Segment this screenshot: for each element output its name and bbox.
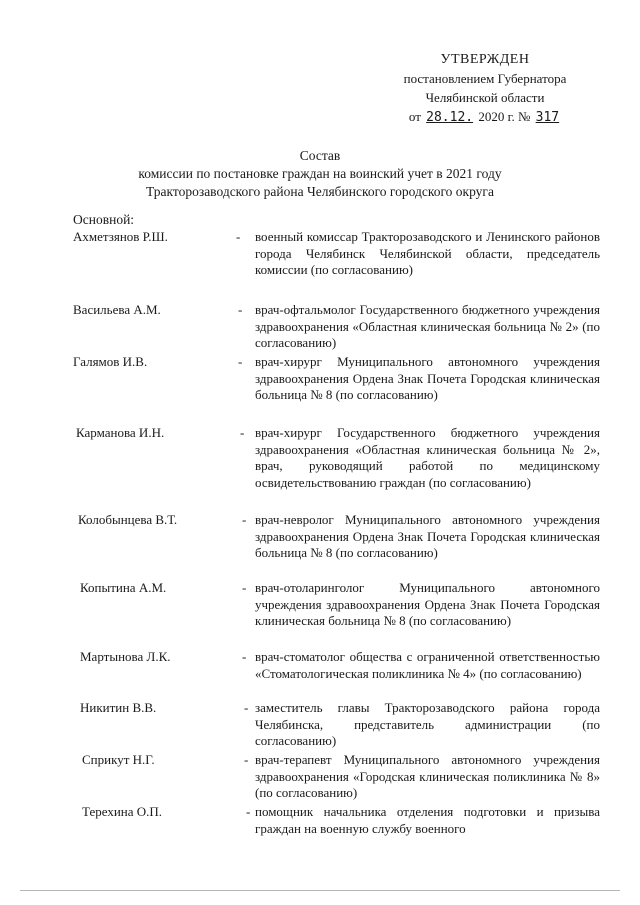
title-line-1: Состав	[299, 148, 341, 163]
member-dash: -	[236, 229, 241, 244]
member-dash: -	[238, 302, 243, 317]
page-bottom-divider	[20, 890, 620, 891]
member-dash: -	[242, 649, 247, 664]
approval-heading: УТВЕРЖДЕН	[440, 52, 530, 67]
approval-from-word: от	[408, 109, 421, 124]
title-line-2: комиссии по постановке граждан на воинский учет в 2021 году	[138, 166, 502, 181]
member-name: Терехина О.П.	[82, 804, 163, 819]
member-role: врач-хирург Государственного бюджетного учреждения здравоохранения «Областная клиническая больница № 2», врач, руководящий работой по медицинскому освидетельствованию граждан (по согласованию)	[255, 425, 600, 490]
member-role: врач-офтальмолог Государственного бюджетного учреждения здравоохранения «Областная клиническая больница № 2» (по согласованию)	[255, 302, 600, 350]
member-name: Мартынова Л.К.	[80, 649, 171, 664]
member-role: врач-стоматолог общества с ограниченной ответственностью «Стоматологическая поликлиника № 4» (по согласованию)	[255, 649, 600, 681]
member-name: Копытина А.М.	[80, 580, 167, 595]
approval-number: 317	[535, 110, 560, 125]
member-dash: -	[244, 752, 249, 767]
member-name: Сприкут Н.Г.	[82, 752, 155, 767]
member-dash: -	[238, 354, 243, 369]
member-name: Карманова И.Н.	[76, 425, 165, 440]
title-line-3: Тракторозаводского района Челябинского городского округа	[146, 184, 494, 199]
member-role: помощник начальника отделения подготовки и призыва граждан на военную службу военного	[255, 804, 600, 836]
approval-line-1: постановлением Губернатора	[403, 71, 567, 86]
member-name: Колобынцева В.Т.	[78, 512, 178, 527]
approval-date-line	[380, 107, 590, 127]
member-dash: -	[242, 580, 247, 595]
member-dash: -	[244, 700, 249, 715]
section-label: Основной:	[73, 212, 135, 227]
member-role: врач-невролог Муниципального автономного учреждения здравоохранения Ордена Знак Почета Городская клиническая больница № 8 (по согласованию)	[255, 512, 600, 560]
member-name: Ахметзянов Р.Ш.	[73, 229, 168, 244]
member-role: врач-терапевт Муниципального автономного учреждения здравоохранения «Городская клиническая поликлиника № 8» (по согласованию)	[255, 752, 600, 800]
approval-year-number-label: 2020 г. №	[478, 109, 531, 124]
member-role: врач-хирург Муниципального автономного учреждения здравоохранения Ордена Знак Почета Городская клиническая больница № 8 (по согласованию)	[255, 354, 600, 402]
approval-stamp-block	[380, 50, 590, 127]
member-name: Никитин В.В.	[80, 700, 157, 715]
document-title	[90, 147, 550, 201]
member-name: Васильева А.М.	[73, 302, 161, 317]
member-role: врач-отоларинголог Муниципального автономного учреждения здравоохранения Ордена Знак Почета Городская клиническая больница № 8 (по согласованию)	[255, 580, 600, 628]
member-role: военный комиссар Тракторозаводского и Ленинского районов города Челябинск Челябинской области, председатель комиссии (по согласованию)	[255, 229, 600, 277]
member-dash: -	[242, 512, 247, 527]
member-dash: -	[246, 804, 251, 819]
approval-line-2: Челябинской области	[425, 90, 545, 105]
member-dash: -	[240, 425, 245, 440]
member-role: заместитель главы Тракторозаводского района города Челябинска, представитель администрации (по согласованию)	[255, 700, 600, 748]
approval-date: 28.12.	[426, 110, 474, 125]
member-name: Галямов И.В.	[73, 354, 148, 369]
